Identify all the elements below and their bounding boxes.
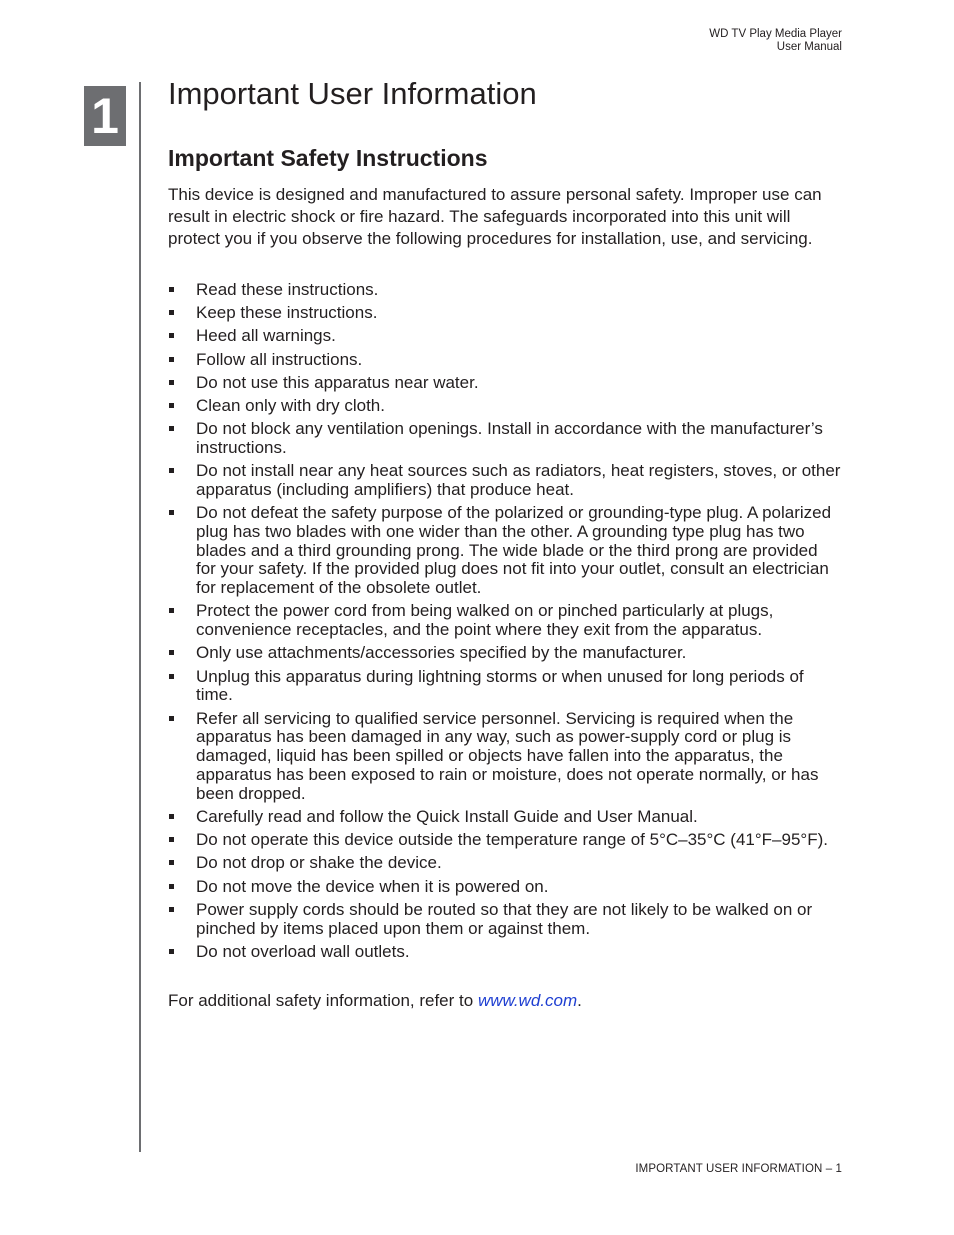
list-item-text: Protect the power cord from being walked on or pinched particularly at plugs, convenience receptacles, and the point where they exit from the apparatus. bbox=[196, 601, 774, 640]
header-product-name: WD TV Play Media Player bbox=[709, 28, 842, 40]
list-item-text: Do not use this apparatus near water. bbox=[196, 372, 479, 392]
wd-website-link[interactable]: www.wd.com bbox=[477, 991, 578, 1010]
bullet-square-icon bbox=[169, 608, 174, 613]
bullet-square-icon bbox=[169, 403, 174, 408]
list-item bbox=[168, 327, 842, 346]
list-item bbox=[168, 281, 842, 300]
chapter-divider-rule bbox=[139, 82, 141, 1152]
section-title: Important Safety Instructions bbox=[168, 145, 488, 171]
list-item bbox=[168, 374, 842, 393]
list-item bbox=[168, 420, 842, 458]
bullet-square-icon bbox=[169, 884, 174, 889]
list-item-text: Do not overload wall outlets. bbox=[196, 941, 410, 961]
bullet-square-icon bbox=[169, 380, 174, 385]
list-item-text: Keep these instructions. bbox=[196, 303, 378, 323]
list-item-text: Do not block any ventilation openings. Install in accordance with the manufacturer’s instructions. bbox=[196, 419, 823, 457]
list-item bbox=[168, 304, 842, 323]
running-header bbox=[709, 28, 842, 54]
list-item-text: Carefully read and follow the Quick Install Guide and User Manual. bbox=[196, 807, 698, 826]
bullet-square-icon bbox=[169, 674, 174, 679]
safety-instructions-list bbox=[168, 281, 842, 966]
bullet-square-icon bbox=[169, 860, 174, 865]
list-item-text: Power supply cords should be routed so that they are not likely to be walked on or pinched by items placed upon them or against them. bbox=[196, 899, 813, 938]
list-item-text: Follow all instructions. bbox=[196, 349, 363, 369]
additional-info-prefix: For additional safety information, refer to bbox=[168, 991, 478, 1010]
list-item bbox=[168, 901, 842, 939]
list-item bbox=[168, 397, 842, 416]
list-item bbox=[168, 351, 842, 370]
list-item bbox=[168, 854, 842, 873]
list-item-text: Do not operate this device outside the temperature range of 5°C–35°C (41°F–95°F). bbox=[196, 830, 828, 850]
list-item-text: Only use attachments/accessories specified by the manufacturer. bbox=[196, 643, 687, 663]
page-footer: IMPORTANT USER INFORMATION – 1 bbox=[635, 1163, 842, 1175]
intro-paragraph: This device is designed and manufactured to assure personal safety. Improper use can result in electric shock or fire hazard. The safeguards incorporated into this unit will protect you if you observe the following procedures for installation, use, and servicing. bbox=[168, 185, 822, 248]
list-item-text: Do not drop or shake the device. bbox=[196, 853, 442, 873]
list-item-text: Do not install near any heat sources such as radiators, heat registers, stoves, or other apparatus (including amplifiers) that produce heat. bbox=[196, 461, 841, 499]
bullet-square-icon bbox=[169, 357, 174, 362]
list-item-text: Do not defeat the safety purpose of the polarized or grounding-type plug. A polarized plug has two blades with one wider than the other. A grounding type plug has two blades and a third grounding prong. The wide blade or the third prong are provided for your safety. If the provided plug does not fit into your outlet, consult an electrician for replacement of the obsolete outlet. bbox=[196, 503, 832, 598]
list-item-text: Do not move the device when it is powered on. bbox=[196, 876, 549, 896]
additional-info-suffix: . bbox=[577, 991, 582, 1010]
list-item-text: Clean only with dry cloth. bbox=[196, 395, 385, 415]
list-item-text: Refer all servicing to qualified service personnel. Servicing is required when the apparatus has been damaged in any way, such as power-supply cord or plug is damaged, liquid has been spilled or objects have fallen into the apparatus, the apparatus has been exposed to rain or moisture, does not operate normally, or has been dropped. bbox=[196, 708, 819, 803]
list-item bbox=[168, 831, 842, 850]
bullet-square-icon bbox=[169, 510, 174, 515]
list-item bbox=[168, 710, 842, 804]
list-item bbox=[168, 808, 842, 827]
chapter-title: Important User Information bbox=[168, 76, 537, 111]
additional-info-note bbox=[168, 990, 582, 1012]
bullet-square-icon bbox=[169, 907, 174, 912]
bullet-square-icon bbox=[169, 837, 174, 842]
list-item bbox=[168, 878, 842, 897]
bullet-square-icon bbox=[169, 310, 174, 315]
list-item bbox=[168, 602, 842, 640]
bullet-square-icon bbox=[169, 814, 174, 819]
list-item-text: Read these instructions. bbox=[196, 280, 379, 299]
bullet-square-icon bbox=[169, 287, 174, 292]
list-item-text: Unplug this apparatus during lightning storms or when unused for long periods of time. bbox=[196, 666, 804, 705]
bullet-square-icon bbox=[169, 716, 174, 721]
list-item bbox=[168, 644, 842, 663]
list-item bbox=[168, 943, 842, 962]
chapter-number-box: 1 bbox=[84, 86, 126, 146]
bullet-square-icon bbox=[169, 426, 174, 431]
list-item bbox=[168, 504, 842, 598]
list-item bbox=[168, 462, 842, 500]
list-item bbox=[168, 668, 842, 706]
bullet-square-icon bbox=[169, 949, 174, 954]
bullet-square-icon bbox=[169, 468, 174, 473]
header-document-type: User Manual bbox=[776, 41, 842, 53]
bullet-square-icon bbox=[169, 333, 174, 338]
list-item-text: Heed all warnings. bbox=[196, 326, 336, 346]
bullet-square-icon bbox=[169, 650, 174, 655]
